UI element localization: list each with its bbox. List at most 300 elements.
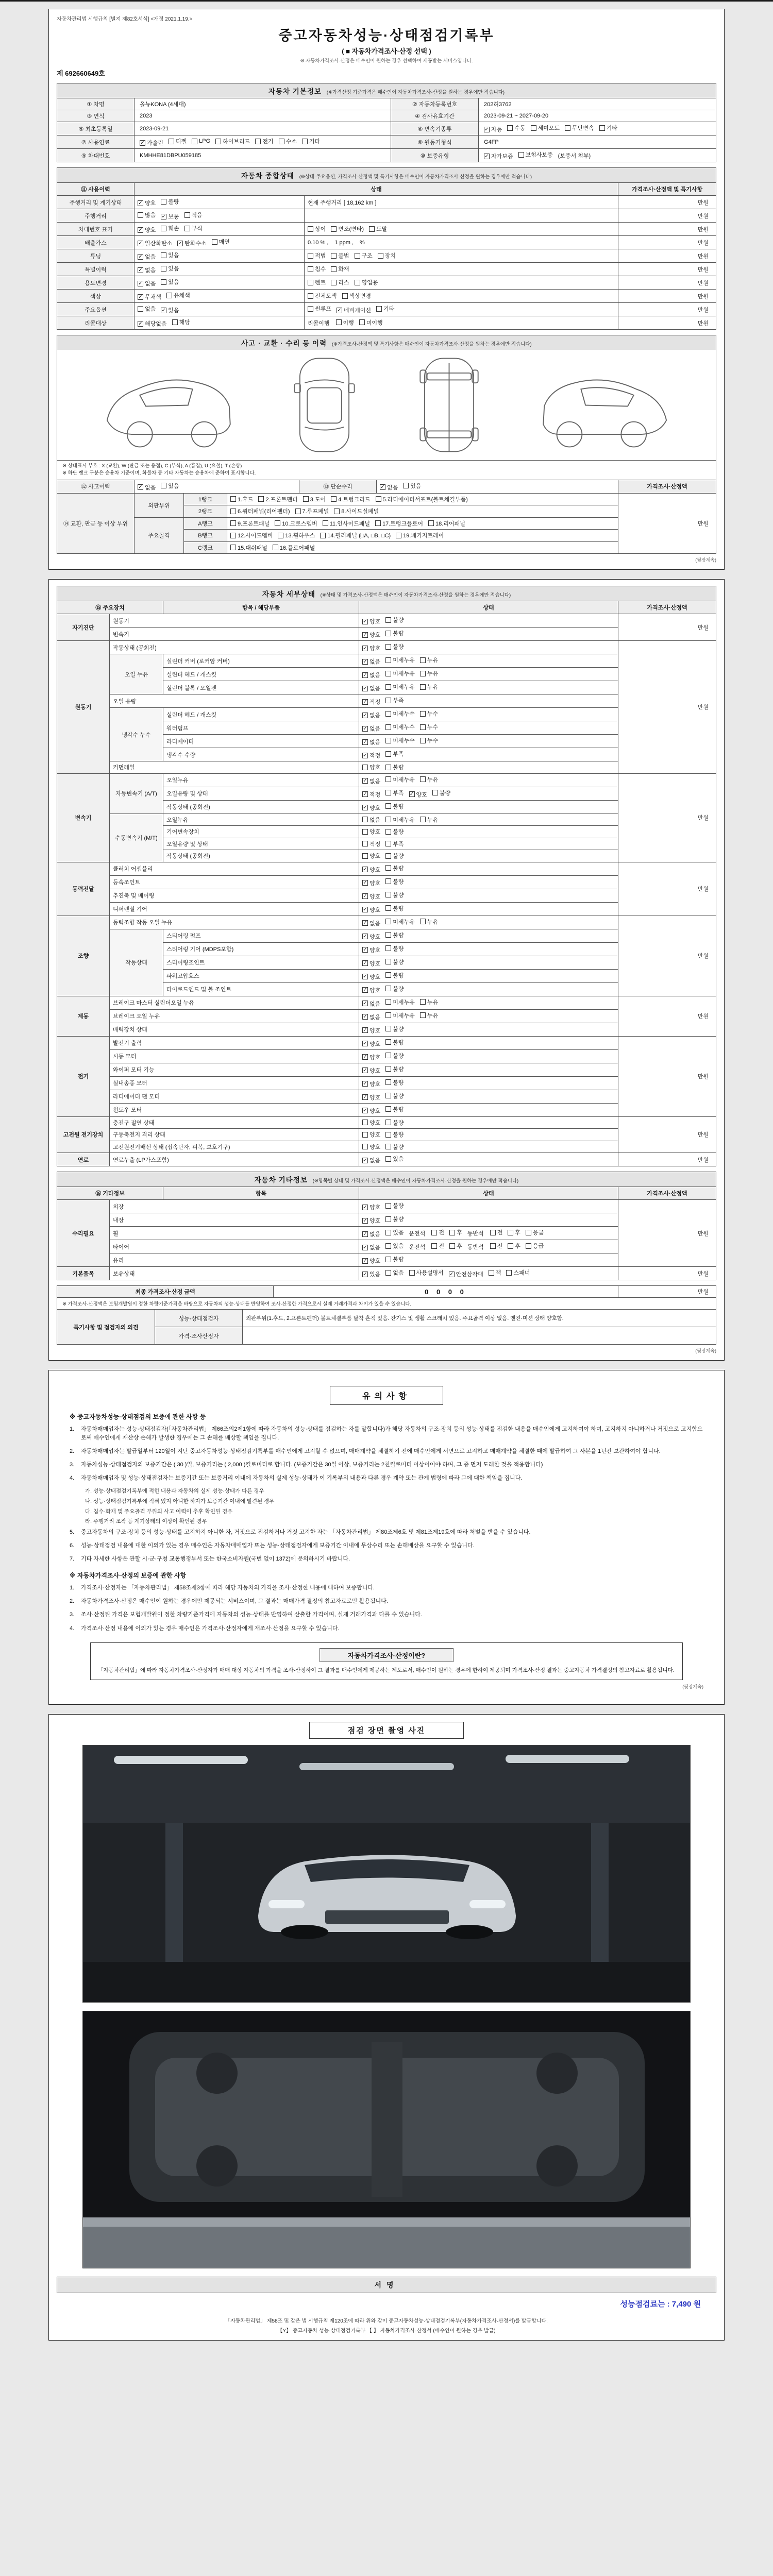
checkbox-탄화수소 (177, 239, 207, 247)
checkbox-불량 (385, 1215, 404, 1223)
checkbox-icon (420, 1012, 426, 1018)
checkbox-icon (409, 1270, 415, 1276)
field-label: ③ 연식 (57, 110, 135, 122)
checkbox-label: 불량 (393, 972, 404, 979)
usage-extra (305, 249, 618, 263)
usage-extra (305, 263, 618, 276)
checkbox-icon (385, 738, 391, 743)
item-state (359, 668, 618, 681)
checkbox-label: 응급 (532, 1243, 544, 1249)
final-price-row (57, 1286, 716, 1298)
item-state (359, 929, 618, 942)
checkbox-양호 (138, 199, 156, 207)
inspector-role: 성능·상태점검자 (155, 1310, 243, 1327)
checkbox-label: 19.패키지트레이 (403, 533, 444, 539)
checkbox-미세누유 (385, 816, 415, 824)
checkbox-양호 (362, 933, 380, 941)
checkbox-양호 (362, 879, 380, 887)
notice-item-text: 성능·상태점검 내용에 대한 이의가 있는 경우 매수인은 자동차매매업자 또는 성능·상태점검자에게 보증기간 이내에 무상수리 또는 손해배상을 요구할 수 있습니다. (81, 1543, 475, 1549)
checkbox-응급 (526, 1228, 544, 1236)
checkbox-label: 침수 (315, 266, 326, 273)
checkbox-label: 누유 (427, 919, 439, 925)
usage-extra (305, 276, 618, 290)
checkbox-미세누수 (385, 709, 415, 718)
checkbox-label: 보험사보증 (525, 152, 553, 158)
checkbox-icon (215, 139, 221, 144)
checkbox-양호 (362, 1026, 380, 1035)
checkbox-icon (420, 738, 426, 743)
price-cell: 만원 (618, 316, 716, 330)
usage-history-row (57, 209, 716, 223)
device-name: 연료 (57, 1153, 110, 1166)
checkbox-icon (385, 1053, 391, 1058)
field-value: 2023 (135, 110, 391, 122)
device-row (57, 654, 716, 668)
checkbox-부족 (385, 789, 404, 797)
checkbox-icon (508, 1230, 513, 1235)
checkbox-label: 안전삼각대 (456, 1272, 483, 1278)
usage-state (135, 263, 305, 276)
checkbox-icon (258, 496, 264, 502)
checkbox-있음 (161, 264, 179, 273)
price-cell: 만원 (618, 493, 716, 554)
checkbox-icon (385, 841, 391, 846)
checkbox-양호 (362, 1107, 380, 1115)
usage-state (135, 303, 305, 316)
checkbox-label: 양호 (369, 632, 381, 638)
checkbox-해당 (172, 318, 190, 326)
checkbox-label: 불량 (393, 1079, 404, 1086)
item-name: 실린더 헤드 / 개스킷 (163, 708, 359, 721)
checkbox-label: 있음 (168, 483, 179, 489)
item-state (359, 694, 618, 708)
checkbox-양호 (362, 1080, 380, 1088)
inspector-role: 가격·조사산정자 (155, 1327, 243, 1345)
checkbox-icon: ✓ (363, 1014, 367, 1020)
checkbox-없음 (362, 777, 380, 785)
checkbox-양호 (362, 1093, 380, 1101)
notice-item-text: 자동차매매업자 및 성능·상태점검자는 보증기간 또는 보증거리 이내에 자동차의 실제 성능·상태가 이 기록부의 내용과 다른 경우 계약 또는 관계 법령에 따라 그에 대한 책임을 집니다. (81, 1475, 523, 1482)
item-state (359, 996, 618, 1009)
checkbox-icon (331, 496, 337, 502)
checkbox-icon (385, 986, 391, 991)
checkbox-label: 후 (457, 1243, 462, 1249)
checkbox-없음 (385, 1268, 404, 1277)
checkbox-icon (526, 1230, 531, 1235)
checkbox-icon (320, 533, 326, 538)
checkbox-없음 (138, 279, 156, 287)
checkbox-label: 훼손 (168, 226, 179, 232)
item-state (359, 850, 618, 862)
footer-form-type-line: 【Y】 중고자동차 성능·상태점검기록부 【 】 자동차가격조사·산정서 (매수인이 원하는 경우 발급) (277, 2328, 496, 2334)
checkbox-label: 양호 (369, 1144, 381, 1150)
checkbox-icon (369, 226, 375, 232)
checkbox-icon: ✓ (363, 1027, 367, 1033)
checkbox-13.휠하우스 (278, 531, 315, 539)
price-cell: 만원 (618, 1116, 716, 1153)
checkbox-불량 (385, 877, 404, 886)
checkbox-icon (172, 319, 178, 325)
rank-items (227, 541, 618, 554)
checkbox-icon (385, 631, 391, 636)
field-label: ⑨ 차대번호 (57, 149, 135, 162)
checkbox-양호 (362, 763, 380, 771)
checkbox-label: 없음 (369, 726, 381, 732)
checkbox-누유 (420, 775, 438, 784)
checkbox-도말 (369, 225, 387, 233)
checkbox-icon (323, 520, 328, 526)
checkbox-label: 자동 (491, 127, 502, 133)
checkbox-icon (385, 711, 391, 717)
basic-info-table (57, 98, 716, 162)
checkbox-하이브리드 (215, 137, 250, 145)
checkbox-이행 (336, 318, 354, 327)
notice-item (70, 1624, 703, 1633)
checkbox-label: 불량 (393, 829, 404, 835)
checkbox-label: 적정 (369, 753, 381, 759)
usage-label: 리콜대상 (57, 316, 135, 330)
item-name: 실린더 헤드 / 개스킷 (163, 668, 359, 681)
device-row (57, 1036, 716, 1049)
field-value (479, 122, 716, 135)
checkbox-있음 (161, 482, 179, 490)
column-header: ⑪ 사용이력 (57, 183, 135, 196)
checkbox-label: 미세누유 (393, 999, 415, 1006)
checkbox-label: 불량 (393, 1257, 404, 1263)
device-row (57, 1253, 716, 1267)
checkbox-수소 (279, 137, 297, 145)
final-price-note: ※ 가격조사·산정액은 보험개발원이 정한 차량기준가격을 바탕으로 자동차의 성능·상태를 반영하여 조사·산정한 가격으로서 실제 거래가격과 차이가 있을 수 있습니다. (57, 1298, 716, 1310)
item-state (359, 1240, 618, 1253)
checkbox-label: 무채색 (145, 294, 161, 300)
document-sheet (0, 2, 773, 2370)
column-header: 가격조사·산정액 및 특기사항 (618, 183, 716, 196)
checkbox-적법 (308, 251, 326, 260)
checkbox-부족 (385, 750, 404, 758)
checkbox-icon: ✓ (138, 267, 143, 273)
checkbox-label: 적법 (315, 253, 326, 260)
section-note: (※가격조사·산정액 및 특기사항은 매수인이 자동차가격조사·산정을 원하는 경우에만 적습니다) (331, 342, 532, 347)
checkbox-label: 일산화탄소 (145, 241, 173, 247)
checkbox-icon: ✓ (140, 140, 145, 146)
checkbox-안전삼각대 (449, 1270, 483, 1278)
checkbox-icon: ✓ (363, 1244, 367, 1250)
device-row (57, 761, 716, 774)
item-state (359, 875, 618, 889)
damage-symbol-notes (57, 461, 716, 480)
usage-label: 주행거리 및 계기상태 (57, 196, 135, 209)
checkbox-icon (385, 617, 391, 623)
final-price-unit: 만원 (618, 1286, 716, 1298)
checkbox-icon (376, 496, 381, 502)
checkbox-불량 (385, 802, 404, 810)
notice-item-text: 자동차매매업자는 성능·상태점검자(「자동차관리법」 제66조의2제1항에 따라 자동차의 성능·상태를 점검하는 자를 말합니다)가 해당 자동차의 구조·장치 등의 성능·상태를 점검한 내용을 매수인에게 고지하여야 하며, 고지하지 아니하거나 거짓으로 고지함으로써 매수인에게 재산상 손해가 발생한 경우에는 그 손해를 배상할 책임을 집니다. (81, 1426, 703, 1442)
checkbox-label: 미세누유 (393, 776, 415, 783)
field-label: ⑩ 보증유형 (391, 149, 479, 162)
checkbox-무단변속 (565, 124, 594, 132)
checkbox-label: 불량 (393, 617, 404, 623)
checkbox-icon: ✓ (363, 645, 367, 651)
document-subtitle: ( ■ 자동차가격조사·산정 선택 ) (342, 47, 431, 55)
checkbox-label: 적음 (191, 212, 203, 218)
checkbox-label: 11.인사이드패널 (329, 520, 370, 527)
checkbox-label: 없음 (145, 484, 156, 491)
checkbox-전체도색 (308, 292, 337, 300)
checkbox-label: 스패너 (513, 1270, 530, 1276)
price-cell: 만원 (618, 249, 716, 263)
item-name: 원동기 (110, 614, 359, 628)
checkbox-label: 가솔린 (147, 140, 163, 146)
checkbox-불량 (385, 1143, 404, 1151)
item-name: 와이퍼 모터 기능 (110, 1063, 359, 1076)
checkbox-label: 불량 (393, 803, 404, 810)
checkbox-label: 불량 (439, 790, 451, 796)
rank-label: B랭크 (184, 530, 227, 542)
checkbox-label: 불량 (393, 1144, 404, 1150)
item-name: 보유상태 (110, 1267, 359, 1280)
device-row (57, 773, 716, 787)
price-cell: 만원 (618, 263, 716, 276)
usage-state (135, 290, 305, 303)
checkbox-icon (396, 533, 401, 538)
checkbox-icon (331, 266, 337, 272)
item-state (359, 1200, 618, 1213)
price-survey-info-box (90, 1642, 683, 1681)
checkbox-있음 (385, 1155, 404, 1163)
checkbox-icon: ✓ (363, 1271, 367, 1277)
checkbox-label: 양호 (369, 1120, 381, 1126)
checkbox-label: 14.필러패널 (□A, □B, □C) (327, 533, 391, 539)
checkbox-label: 렌트 (315, 280, 326, 286)
inspection-photo-front (82, 1745, 691, 2003)
checkbox-label: 10.크로스멤버 (282, 520, 317, 527)
checkbox-LPG (192, 138, 210, 144)
device-row (57, 1240, 716, 1253)
device-row (57, 916, 716, 929)
checkbox-icon (432, 790, 438, 795)
checkbox-label: LPG (199, 138, 211, 144)
accident-history-row (57, 480, 716, 493)
checkbox-19.패키지트레이 (396, 531, 444, 539)
checkbox-미세누유 (385, 656, 415, 664)
item-state (359, 1153, 618, 1166)
checkbox-icon: ✓ (363, 658, 367, 665)
notice-subitem: 라. 주행거리 조작 등 계기상태의 이상이 확인된 경우 (85, 1518, 207, 1525)
inspection-fee: 성능점검료는 : 7,490 원 (620, 2300, 701, 2309)
notice-item (70, 1425, 703, 1443)
checkbox-icon (385, 1012, 391, 1018)
item-state (359, 628, 618, 641)
notice-item (70, 1597, 703, 1606)
checkbox-icon (420, 919, 426, 924)
checkbox-양호 (362, 906, 380, 914)
checkbox-label: 부족 (393, 841, 404, 848)
checkbox-있음 (403, 482, 421, 490)
field-value: KMHHE81DBPU059185 (135, 149, 391, 162)
section-misc-header (57, 1172, 716, 1187)
checkbox-누유 (420, 998, 438, 1006)
device-row (57, 1213, 716, 1227)
section-title: 사고 · 교환 · 수리 등 이력 (241, 340, 327, 347)
checkbox-label: 하이브리드 (223, 139, 250, 145)
item-name: 실린더 블록 / 오일팬 (163, 681, 359, 694)
continue-marker: (뒷장계속) (682, 1684, 703, 1690)
notice-list-2 (70, 1584, 703, 1633)
usage-label: 특별이력 (57, 263, 135, 276)
item-state (359, 1023, 618, 1036)
item-state (359, 708, 618, 721)
checkbox-icon: ✓ (363, 893, 367, 899)
checkbox-icon: ✓ (363, 618, 367, 624)
checkbox-label: 12.사이드멤버 (238, 533, 273, 539)
checkbox-없음 (138, 252, 156, 261)
basic-row (57, 135, 716, 149)
checkbox-label: 양호 (369, 1054, 381, 1061)
checkbox-icon (166, 293, 172, 298)
checkbox-변조(변타) (331, 225, 364, 233)
item-state (359, 614, 618, 628)
checkbox-icon (385, 1270, 391, 1276)
checkbox-불량 (385, 1065, 404, 1073)
checkbox-5.라디에이터서포트(볼트체결부품) (376, 495, 468, 503)
checkbox-label: 양호 (369, 1205, 381, 1211)
price-cell: 만원 (618, 641, 716, 774)
checkbox-적정 (362, 790, 380, 799)
checkbox-icon (385, 1120, 391, 1125)
checkbox-label: 7.루프패널 (302, 509, 329, 515)
checkbox-label: 도말 (376, 226, 388, 233)
accident-history-table (57, 480, 716, 494)
price-cell: 만원 (618, 303, 716, 316)
checkbox-icon: ✓ (161, 213, 166, 219)
table-header-row (57, 1187, 716, 1200)
checkbox-label: 없음 (369, 1245, 381, 1251)
checkbox-icon (420, 776, 426, 782)
checkbox-label: 영업용 (361, 280, 378, 286)
continue-marker: (뒷장계속) (695, 1348, 716, 1353)
checkbox-불량 (385, 1038, 404, 1046)
checkbox-label: 없음 (369, 920, 381, 927)
checkbox-누유 (420, 683, 438, 691)
checkbox-icon: ✓ (138, 253, 143, 260)
price-cell: 만원 (618, 276, 716, 290)
checkbox-icon (431, 1243, 437, 1249)
device-name: 기본품목 (57, 1267, 110, 1280)
checkbox-icon: ✓ (138, 280, 143, 286)
checkbox-icon: ✓ (138, 240, 143, 246)
checkbox-부족 (385, 696, 404, 704)
item-name: 타이어 (110, 1240, 359, 1253)
checkbox-icon (308, 253, 313, 259)
checkbox-icon: ✓ (138, 320, 143, 327)
device-name: 자기진단 (57, 614, 110, 641)
checkbox-icon (334, 509, 340, 514)
checkbox-양호 (362, 804, 380, 812)
usage-state (135, 223, 305, 236)
inspector-comment: 외판부위(1.후드, 2.프론트펜더) 볼트체결부품 탈착 흔적 있음. 잔기스 및 생활 스크래치 있음. 주요골격 이상 없음. 엔진·미션 상태 양호함. (243, 1310, 716, 1327)
checkbox-양호 (362, 644, 380, 652)
notice-item (70, 1447, 703, 1456)
item-state (359, 1049, 618, 1063)
checkbox-label: 이행 (343, 319, 354, 326)
notice-item-number: 4. (70, 1475, 75, 1482)
checkbox-불량 (385, 958, 404, 966)
checkbox-label: 부족 (393, 751, 404, 757)
checkbox-label: 6.쿼터패널(리어펜더) (238, 509, 290, 515)
checkbox-label: 수소 (285, 139, 297, 145)
checkbox-label: 누유 (427, 999, 439, 1006)
section-note: (※항목별 상태 및 가격조사·산정액은 매수인이 자동차가격조사·산정을 원하는 경우에만 적습니다) (312, 1178, 519, 1184)
checkbox-label: 없음 (369, 778, 381, 785)
checkbox-16.플로어패널 (273, 544, 315, 552)
checkbox-icon: ✓ (363, 699, 367, 705)
rank-items (227, 493, 618, 505)
simple-repair-label: ⑬ 단순수리 (299, 480, 377, 493)
field-value: 202허3762 (479, 98, 716, 110)
checkbox-불량 (385, 1118, 404, 1127)
checkbox-label: 4.트렁크리드 (338, 496, 371, 503)
item-name: 외장 (110, 1200, 359, 1213)
price-cell: 만원 (618, 996, 716, 1036)
usage-extra (305, 223, 618, 236)
notice-item-number: 1. (70, 1585, 75, 1591)
checkbox-icon (420, 657, 426, 663)
checkbox-icon: ✓ (363, 791, 367, 797)
section-title: 자동차 기본정보 (268, 88, 322, 95)
checkbox-10.크로스멤버 (275, 519, 317, 528)
checkbox-자가보증 (484, 152, 513, 160)
checkbox-icon (385, 1156, 391, 1162)
checkbox-label: 양호 (369, 1027, 381, 1034)
checkbox-icon (192, 139, 197, 144)
checkbox-불량 (385, 904, 404, 912)
checkbox-양호 (362, 946, 380, 954)
item-state (359, 1129, 618, 1141)
column-header: 상태 (359, 1187, 618, 1200)
notice-item-text: 가격조사·산정자는 「자동차관리법」 제58조제3항에 따라 해당 자동차의 가격을 조사·산정한 내용에 대하여 보증합니다. (81, 1585, 375, 1591)
checkbox-label: 썬루프 (315, 306, 331, 312)
checkbox-4.트렁크리드 (331, 495, 370, 503)
checkbox-label: 불량 (393, 1216, 404, 1223)
checkbox-label: 8.사이드실패널 (341, 509, 379, 515)
item-state (359, 761, 618, 774)
checkbox-icon: ✓ (363, 934, 367, 939)
checkbox-label: 부식 (191, 226, 203, 232)
exchange-label: ⑭ 교환, 판금 등 이상 부위 (57, 493, 135, 554)
checkbox-불량 (385, 1092, 404, 1100)
checkbox-화재 (331, 265, 349, 273)
checkbox-없음 (362, 738, 380, 746)
cell-text: (보증서 첨부) (558, 152, 591, 159)
checkbox-label: 자가보증 (491, 154, 513, 160)
column-header: ⑮ 주요장치 (57, 601, 163, 614)
cell-text: 동반석 (467, 1230, 484, 1237)
checkbox-불량 (385, 852, 404, 860)
checkbox-icon (184, 226, 190, 231)
rank-items (227, 517, 618, 530)
device-name: 수리필요 (57, 1200, 110, 1267)
item-name: 스티어링조인트 (163, 956, 359, 969)
item-name: 작동상태 (공회전) (163, 800, 359, 814)
checkbox-없음 (138, 266, 156, 274)
item-state (359, 1036, 618, 1049)
checkbox-label: 불량 (168, 199, 179, 205)
checkbox-icon (385, 829, 391, 835)
checkbox-label: 전기 (262, 139, 274, 145)
rank-label: A랭크 (184, 517, 227, 530)
checkbox-icon (431, 1230, 437, 1235)
price-cell: 만원 (618, 614, 716, 641)
